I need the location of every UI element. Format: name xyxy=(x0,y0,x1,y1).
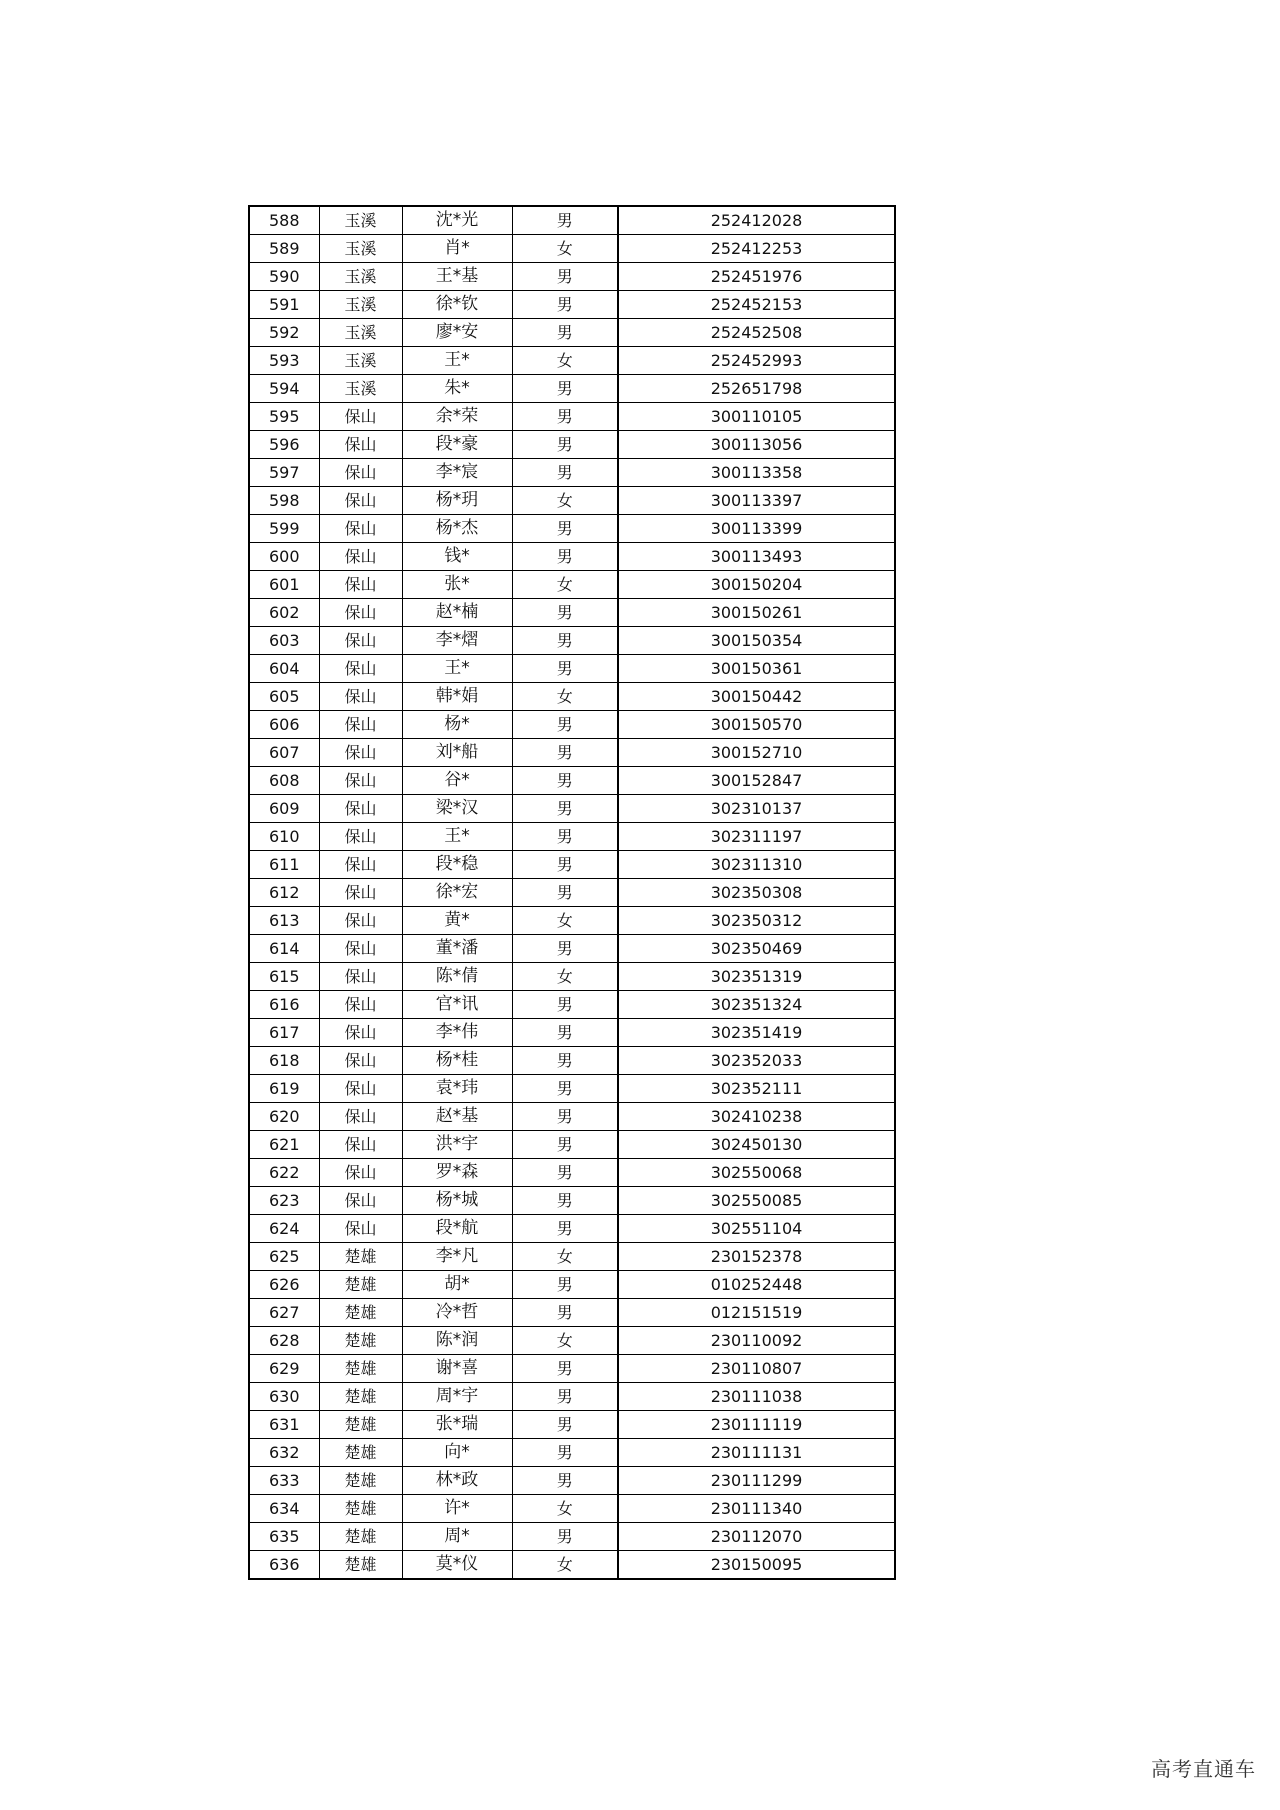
region-cell: 玉溪 xyxy=(319,319,402,347)
row-number-cell: 607 xyxy=(249,739,319,767)
region-cell: 保山 xyxy=(319,823,402,851)
region-cell: 保山 xyxy=(319,487,402,515)
name-cell: 莫*仪 xyxy=(402,1551,512,1580)
name-cell: 刘*船 xyxy=(402,739,512,767)
id-number-cell: 302350469 xyxy=(618,935,895,963)
name-cell: 袁*玮 xyxy=(402,1075,512,1103)
row-number-cell: 598 xyxy=(249,487,319,515)
region-cell: 保山 xyxy=(319,1159,402,1187)
row-number-cell: 619 xyxy=(249,1075,319,1103)
name-cell: 官*讯 xyxy=(402,991,512,1019)
region-cell: 保山 xyxy=(319,571,402,599)
table-row xyxy=(249,235,895,263)
table-row xyxy=(249,375,895,403)
gender-cell: 男 xyxy=(512,627,618,655)
name-cell: 李*凡 xyxy=(402,1243,512,1271)
name-cell: 沈*光 xyxy=(402,206,512,235)
gender-cell: 男 xyxy=(512,431,618,459)
gender-cell: 男 xyxy=(512,1411,618,1439)
region-cell: 保山 xyxy=(319,599,402,627)
name-cell: 李*宸 xyxy=(402,459,512,487)
name-cell: 陈*润 xyxy=(402,1327,512,1355)
region-cell: 保山 xyxy=(319,767,402,795)
table-row xyxy=(249,1159,895,1187)
table-row xyxy=(249,1271,895,1299)
id-number-cell: 300113397 xyxy=(618,487,895,515)
id-number-cell: 302352111 xyxy=(618,1075,895,1103)
table-row xyxy=(249,1131,895,1159)
name-cell: 杨* xyxy=(402,711,512,739)
row-number-cell: 612 xyxy=(249,879,319,907)
row-number-cell: 589 xyxy=(249,235,319,263)
row-number-cell: 604 xyxy=(249,655,319,683)
region-cell: 保山 xyxy=(319,795,402,823)
row-number-cell: 588 xyxy=(249,206,319,235)
row-number-cell: 613 xyxy=(249,907,319,935)
region-cell: 玉溪 xyxy=(319,375,402,403)
region-cell: 保山 xyxy=(319,403,402,431)
table-row xyxy=(249,1439,895,1467)
table-row xyxy=(249,851,895,879)
id-number-cell: 300150570 xyxy=(618,711,895,739)
row-number-cell: 595 xyxy=(249,403,319,431)
id-number-cell: 300150354 xyxy=(618,627,895,655)
table-row xyxy=(249,319,895,347)
name-cell: 徐*宏 xyxy=(402,879,512,907)
table-row xyxy=(249,403,895,431)
gender-cell: 男 xyxy=(512,767,618,795)
row-number-cell: 624 xyxy=(249,1215,319,1243)
watermark: 高考直通车 xyxy=(1151,1757,1256,1781)
region-cell: 保山 xyxy=(319,627,402,655)
name-cell: 王* xyxy=(402,347,512,375)
gender-cell: 男 xyxy=(512,206,618,235)
id-number-cell: 230111131 xyxy=(618,1439,895,1467)
name-cell: 董*潘 xyxy=(402,935,512,963)
table-row xyxy=(249,1019,895,1047)
table-row xyxy=(249,683,895,711)
id-number-cell: 252651798 xyxy=(618,375,895,403)
row-number-cell: 597 xyxy=(249,459,319,487)
table-row xyxy=(249,487,895,515)
name-cell: 张* xyxy=(402,571,512,599)
id-number-cell: 302550068 xyxy=(618,1159,895,1187)
id-number-cell: 302351319 xyxy=(618,963,895,991)
id-number-cell: 302350308 xyxy=(618,879,895,907)
table-row xyxy=(249,991,895,1019)
row-number-cell: 609 xyxy=(249,795,319,823)
name-cell: 杨*桂 xyxy=(402,1047,512,1075)
region-cell: 楚雄 xyxy=(319,1551,402,1580)
id-number-cell: 230152378 xyxy=(618,1243,895,1271)
row-number-cell: 630 xyxy=(249,1383,319,1411)
row-number-cell: 602 xyxy=(249,599,319,627)
name-cell: 余*荣 xyxy=(402,403,512,431)
id-number-cell: 252452993 xyxy=(618,347,895,375)
region-cell: 保山 xyxy=(319,935,402,963)
region-cell: 楚雄 xyxy=(319,1271,402,1299)
table-row xyxy=(249,571,895,599)
id-number-cell: 302310137 xyxy=(618,795,895,823)
name-cell: 洪*宇 xyxy=(402,1131,512,1159)
table-row xyxy=(249,1243,895,1271)
row-number-cell: 590 xyxy=(249,263,319,291)
gender-cell: 男 xyxy=(512,1019,618,1047)
row-number-cell: 610 xyxy=(249,823,319,851)
name-cell: 谢*喜 xyxy=(402,1355,512,1383)
row-number-cell: 627 xyxy=(249,1299,319,1327)
name-cell: 钱* xyxy=(402,543,512,571)
region-cell: 玉溪 xyxy=(319,235,402,263)
table-row xyxy=(249,1327,895,1355)
region-cell: 保山 xyxy=(319,907,402,935)
id-number-cell: 300110105 xyxy=(618,403,895,431)
gender-cell: 女 xyxy=(512,571,618,599)
name-cell: 徐*钦 xyxy=(402,291,512,319)
table-row xyxy=(249,739,895,767)
roster-table xyxy=(248,205,896,1580)
id-number-cell: 300150442 xyxy=(618,683,895,711)
gender-cell: 男 xyxy=(512,1075,618,1103)
id-number-cell: 300113358 xyxy=(618,459,895,487)
row-number-cell: 632 xyxy=(249,1439,319,1467)
row-number-cell: 631 xyxy=(249,1411,319,1439)
id-number-cell: 230110807 xyxy=(618,1355,895,1383)
id-number-cell: 252451976 xyxy=(618,263,895,291)
region-cell: 楚雄 xyxy=(319,1439,402,1467)
gender-cell: 男 xyxy=(512,291,618,319)
row-number-cell: 615 xyxy=(249,963,319,991)
row-number-cell: 636 xyxy=(249,1551,319,1580)
gender-cell: 女 xyxy=(512,963,618,991)
row-number-cell: 593 xyxy=(249,347,319,375)
region-cell: 楚雄 xyxy=(319,1383,402,1411)
row-number-cell: 629 xyxy=(249,1355,319,1383)
name-cell: 杨*玥 xyxy=(402,487,512,515)
table-row xyxy=(249,1523,895,1551)
table-row xyxy=(249,907,895,935)
region-cell: 楚雄 xyxy=(319,1243,402,1271)
row-number-cell: 620 xyxy=(249,1103,319,1131)
region-cell: 保山 xyxy=(319,1215,402,1243)
gender-cell: 男 xyxy=(512,1215,618,1243)
gender-cell: 男 xyxy=(512,1159,618,1187)
table-row xyxy=(249,1215,895,1243)
id-number-cell: 302410238 xyxy=(618,1103,895,1131)
name-cell: 王* xyxy=(402,823,512,851)
region-cell: 保山 xyxy=(319,991,402,1019)
region-cell: 楚雄 xyxy=(319,1355,402,1383)
region-cell: 楚雄 xyxy=(319,1467,402,1495)
id-number-cell: 300113493 xyxy=(618,543,895,571)
table-row xyxy=(249,1411,895,1439)
table-row xyxy=(249,515,895,543)
row-number-cell: 616 xyxy=(249,991,319,1019)
table-row xyxy=(249,1047,895,1075)
table-row xyxy=(249,711,895,739)
row-number-cell: 614 xyxy=(249,935,319,963)
row-number-cell: 592 xyxy=(249,319,319,347)
name-cell: 许* xyxy=(402,1495,512,1523)
gender-cell: 女 xyxy=(512,487,618,515)
row-number-cell: 594 xyxy=(249,375,319,403)
gender-cell: 男 xyxy=(512,655,618,683)
table-row xyxy=(249,795,895,823)
id-number-cell: 010252448 xyxy=(618,1271,895,1299)
gender-cell: 男 xyxy=(512,515,618,543)
name-cell: 向* xyxy=(402,1439,512,1467)
region-cell: 保山 xyxy=(319,459,402,487)
name-cell: 王*基 xyxy=(402,263,512,291)
table-row xyxy=(249,879,895,907)
table-row xyxy=(249,1355,895,1383)
id-number-cell: 230111038 xyxy=(618,1383,895,1411)
gender-cell: 男 xyxy=(512,459,618,487)
row-number-cell: 622 xyxy=(249,1159,319,1187)
id-number-cell: 302311197 xyxy=(618,823,895,851)
row-number-cell: 623 xyxy=(249,1187,319,1215)
gender-cell: 男 xyxy=(512,1523,618,1551)
gender-cell: 男 xyxy=(512,739,618,767)
name-cell: 周* xyxy=(402,1523,512,1551)
id-number-cell: 302351324 xyxy=(618,991,895,1019)
name-cell: 段*航 xyxy=(402,1215,512,1243)
region-cell: 保山 xyxy=(319,1075,402,1103)
name-cell: 王* xyxy=(402,655,512,683)
gender-cell: 男 xyxy=(512,543,618,571)
gender-cell: 男 xyxy=(512,991,618,1019)
id-number-cell: 300152847 xyxy=(618,767,895,795)
gender-cell: 男 xyxy=(512,935,618,963)
name-cell: 胡* xyxy=(402,1271,512,1299)
gender-cell: 男 xyxy=(512,823,618,851)
id-number-cell: 252412028 xyxy=(618,206,895,235)
region-cell: 楚雄 xyxy=(319,1299,402,1327)
table-row xyxy=(249,1467,895,1495)
region-cell: 楚雄 xyxy=(319,1495,402,1523)
region-cell: 玉溪 xyxy=(319,291,402,319)
gender-cell: 女 xyxy=(512,1327,618,1355)
gender-cell: 男 xyxy=(512,599,618,627)
gender-cell: 女 xyxy=(512,683,618,711)
table-row xyxy=(249,1187,895,1215)
table-row xyxy=(249,543,895,571)
table-row xyxy=(249,431,895,459)
gender-cell: 男 xyxy=(512,375,618,403)
id-number-cell: 252452508 xyxy=(618,319,895,347)
row-number-cell: 626 xyxy=(249,1271,319,1299)
name-cell: 朱* xyxy=(402,375,512,403)
row-number-cell: 599 xyxy=(249,515,319,543)
name-cell: 冷*哲 xyxy=(402,1299,512,1327)
name-cell: 段*豪 xyxy=(402,431,512,459)
id-number-cell: 302352033 xyxy=(618,1047,895,1075)
name-cell: 段*稳 xyxy=(402,851,512,879)
region-cell: 保山 xyxy=(319,683,402,711)
name-cell: 杨*杰 xyxy=(402,515,512,543)
row-number-cell: 606 xyxy=(249,711,319,739)
id-number-cell: 302350312 xyxy=(618,907,895,935)
gender-cell: 男 xyxy=(512,1439,618,1467)
id-number-cell: 300150261 xyxy=(618,599,895,627)
name-cell: 韩*娟 xyxy=(402,683,512,711)
table-row xyxy=(249,206,895,235)
row-number-cell: 621 xyxy=(249,1131,319,1159)
region-cell: 保山 xyxy=(319,1019,402,1047)
id-number-cell: 300113399 xyxy=(618,515,895,543)
region-cell: 保山 xyxy=(319,431,402,459)
name-cell: 赵*楠 xyxy=(402,599,512,627)
gender-cell: 女 xyxy=(512,1243,618,1271)
row-number-cell: 625 xyxy=(249,1243,319,1271)
region-cell: 保山 xyxy=(319,655,402,683)
id-number-cell: 300150361 xyxy=(618,655,895,683)
id-number-cell: 300113056 xyxy=(618,431,895,459)
row-number-cell: 591 xyxy=(249,291,319,319)
gender-cell: 男 xyxy=(512,1355,618,1383)
name-cell: 肖* xyxy=(402,235,512,263)
region-cell: 保山 xyxy=(319,1103,402,1131)
region-cell: 保山 xyxy=(319,1131,402,1159)
region-cell: 保山 xyxy=(319,739,402,767)
gender-cell: 女 xyxy=(512,1551,618,1580)
row-number-cell: 628 xyxy=(249,1327,319,1355)
gender-cell: 男 xyxy=(512,1131,618,1159)
region-cell: 保山 xyxy=(319,1047,402,1075)
gender-cell: 男 xyxy=(512,1383,618,1411)
id-number-cell: 012151519 xyxy=(618,1299,895,1327)
id-number-cell: 302551104 xyxy=(618,1215,895,1243)
region-cell: 保山 xyxy=(319,879,402,907)
id-number-cell: 302351419 xyxy=(618,1019,895,1047)
region-cell: 楚雄 xyxy=(319,1411,402,1439)
table-row xyxy=(249,263,895,291)
row-number-cell: 603 xyxy=(249,627,319,655)
region-cell: 保山 xyxy=(319,851,402,879)
gender-cell: 男 xyxy=(512,263,618,291)
table-row xyxy=(249,1495,895,1523)
region-cell: 保山 xyxy=(319,543,402,571)
table-row xyxy=(249,347,895,375)
row-number-cell: 596 xyxy=(249,431,319,459)
table-row xyxy=(249,627,895,655)
row-number-cell: 634 xyxy=(249,1495,319,1523)
id-number-cell: 302311310 xyxy=(618,851,895,879)
id-number-cell: 300152710 xyxy=(618,739,895,767)
name-cell: 赵*基 xyxy=(402,1103,512,1131)
id-number-cell: 230112070 xyxy=(618,1523,895,1551)
gender-cell: 女 xyxy=(512,347,618,375)
region-cell: 玉溪 xyxy=(319,206,402,235)
name-cell: 杨*城 xyxy=(402,1187,512,1215)
name-cell: 黄* xyxy=(402,907,512,935)
gender-cell: 女 xyxy=(512,1495,618,1523)
gender-cell: 男 xyxy=(512,851,618,879)
id-number-cell: 230111340 xyxy=(618,1495,895,1523)
row-number-cell: 605 xyxy=(249,683,319,711)
table-row xyxy=(249,1551,895,1580)
gender-cell: 男 xyxy=(512,879,618,907)
roster-body xyxy=(249,206,895,1579)
name-cell: 周*宇 xyxy=(402,1383,512,1411)
table-row xyxy=(249,963,895,991)
name-cell: 廖*安 xyxy=(402,319,512,347)
row-number-cell: 611 xyxy=(249,851,319,879)
gender-cell: 男 xyxy=(512,1187,618,1215)
row-number-cell: 635 xyxy=(249,1523,319,1551)
table-row xyxy=(249,599,895,627)
region-cell: 玉溪 xyxy=(319,347,402,375)
row-number-cell: 633 xyxy=(249,1467,319,1495)
name-cell: 李*熠 xyxy=(402,627,512,655)
row-number-cell: 617 xyxy=(249,1019,319,1047)
gender-cell: 男 xyxy=(512,403,618,431)
id-number-cell: 230111299 xyxy=(618,1467,895,1495)
name-cell: 李*伟 xyxy=(402,1019,512,1047)
id-number-cell: 302450130 xyxy=(618,1131,895,1159)
table-row xyxy=(249,655,895,683)
region-cell: 保山 xyxy=(319,963,402,991)
id-number-cell: 302550085 xyxy=(618,1187,895,1215)
gender-cell: 男 xyxy=(512,1299,618,1327)
id-number-cell: 230111119 xyxy=(618,1411,895,1439)
table-row xyxy=(249,1103,895,1131)
region-cell: 保山 xyxy=(319,1187,402,1215)
region-cell: 玉溪 xyxy=(319,263,402,291)
id-number-cell: 252412253 xyxy=(618,235,895,263)
table-row xyxy=(249,767,895,795)
table-row xyxy=(249,935,895,963)
table-row xyxy=(249,1075,895,1103)
id-number-cell: 230110092 xyxy=(618,1327,895,1355)
row-number-cell: 618 xyxy=(249,1047,319,1075)
gender-cell: 男 xyxy=(512,711,618,739)
name-cell: 林*政 xyxy=(402,1467,512,1495)
row-number-cell: 601 xyxy=(249,571,319,599)
table-row xyxy=(249,459,895,487)
table-row xyxy=(249,823,895,851)
gender-cell: 女 xyxy=(512,907,618,935)
region-cell: 保山 xyxy=(319,515,402,543)
region-cell: 楚雄 xyxy=(319,1327,402,1355)
name-cell: 罗*森 xyxy=(402,1159,512,1187)
gender-cell: 女 xyxy=(512,235,618,263)
table-row xyxy=(249,1299,895,1327)
gender-cell: 男 xyxy=(512,1047,618,1075)
gender-cell: 男 xyxy=(512,1271,618,1299)
name-cell: 梁*汉 xyxy=(402,795,512,823)
gender-cell: 男 xyxy=(512,319,618,347)
table-row xyxy=(249,1383,895,1411)
row-number-cell: 608 xyxy=(249,767,319,795)
id-number-cell: 300150204 xyxy=(618,571,895,599)
gender-cell: 男 xyxy=(512,1467,618,1495)
id-number-cell: 230150095 xyxy=(618,1551,895,1580)
region-cell: 保山 xyxy=(319,711,402,739)
gender-cell: 男 xyxy=(512,1103,618,1131)
name-cell: 陈*倩 xyxy=(402,963,512,991)
gender-cell: 男 xyxy=(512,795,618,823)
name-cell: 张*瑞 xyxy=(402,1411,512,1439)
id-number-cell: 252452153 xyxy=(618,291,895,319)
row-number-cell: 600 xyxy=(249,543,319,571)
table-row xyxy=(249,291,895,319)
region-cell: 楚雄 xyxy=(319,1523,402,1551)
name-cell: 谷* xyxy=(402,767,512,795)
